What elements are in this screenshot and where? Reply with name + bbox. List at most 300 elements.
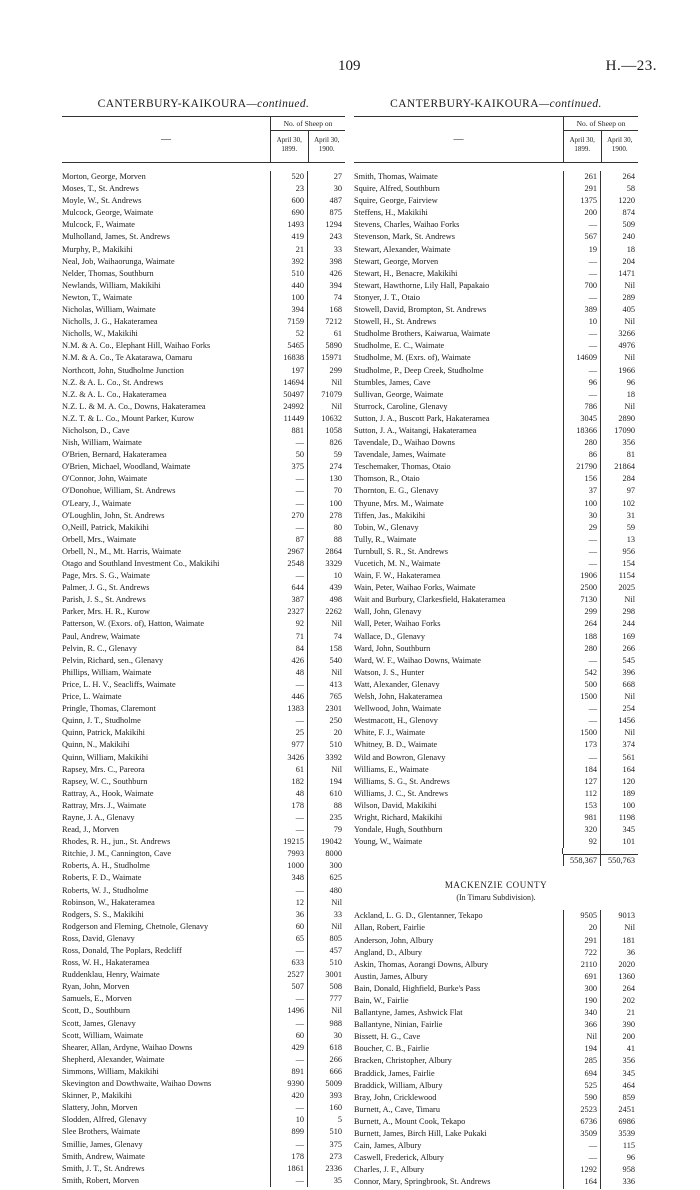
sheep-1899-cell: — — [271, 885, 308, 897]
sheep-1899-cell: 127 — [564, 776, 601, 788]
sheep-1899-cell: 96 — [564, 377, 601, 389]
table-row — [62, 969, 345, 981]
table-row — [354, 292, 638, 304]
sheep-1899-cell: 3509 — [564, 1128, 601, 1140]
sheep-1900-cell: 31 — [626, 510, 635, 520]
owner-cell: Rhodes, R. H., jun., St. Andrews — [62, 836, 271, 848]
sheep-1899-cell: — — [564, 268, 601, 280]
owner-cell: Orbell, N., M., Mt. Harris, Waimate — [62, 546, 271, 558]
sheep-1899-cell: 14694 — [271, 377, 308, 389]
sheep-1900-cell: 958 — [622, 1165, 635, 1175]
sheep-1900-cell: 765 — [329, 692, 342, 702]
owner-cell: N.Z. & A. L. Co., Hakateramea — [62, 389, 271, 401]
sheep-1899-cell: 2967 — [271, 546, 308, 558]
table-row — [354, 510, 638, 522]
sheep-1900-cell: 15971 — [321, 353, 342, 363]
sheep-1900-cell: 33 — [333, 244, 342, 254]
sheep-1900-cell: 2262 — [325, 607, 342, 617]
sheep-1899-cell: 25 — [271, 727, 308, 739]
sheep-1899-cell: 1496 — [271, 1005, 308, 1017]
name-column-header: — — [62, 117, 271, 162]
owner-cell: Roberts, F. D., Waimate — [62, 872, 271, 884]
table-row — [354, 643, 638, 655]
sheep-1900-cell: 510 — [329, 958, 342, 968]
sheep-1900-cell: 299 — [329, 365, 342, 375]
owner-cell: Wait and Burbury, Clarkesfield, Hakateramea — [354, 594, 564, 606]
sheep-1899-cell: — — [564, 328, 601, 340]
owner-cell: Rayne, J. A., Glenavy — [62, 812, 271, 824]
sheep-1900-cell: 956 — [622, 546, 635, 556]
owner-cell: Shepherd, Alexander, Waimate — [62, 1054, 271, 1066]
owner-cell: Burnett, A., Mount Cook, Tekapo — [354, 1116, 564, 1128]
table-row — [354, 995, 638, 1007]
sheep-1900-cell: 88 — [333, 534, 342, 544]
sheep-1900-cell: 21 — [626, 1008, 635, 1018]
table-row — [62, 1054, 345, 1066]
owner-cell: Thyune, Mrs. M., Waimate — [354, 498, 564, 510]
sheep-1899-cell: 84 — [271, 643, 308, 655]
sheep-1900-cell: 777 — [329, 994, 342, 1004]
table-row — [354, 244, 638, 256]
sheep-1900-cell: 561 — [622, 752, 635, 762]
sheep-1899-cell: — — [564, 546, 601, 558]
sheep-1899-cell: — — [271, 437, 308, 449]
sheep-1900-cell: 8000 — [325, 849, 342, 859]
sheep-1900-cell: 7212 — [325, 317, 342, 327]
sheep-1899-cell: 48 — [271, 667, 308, 679]
table-row — [62, 328, 345, 340]
owner-cell: Stewart, H., Benacre, Makikihi — [354, 268, 564, 280]
sheep-1899-cell: — — [564, 715, 601, 727]
table-row — [62, 885, 345, 897]
table-row — [354, 679, 638, 691]
owner-cell: Price, L. H. V., Seacliffs, Waimate — [62, 679, 271, 691]
sheep-1899-cell: — — [271, 570, 308, 582]
table-row — [354, 522, 638, 534]
table-row — [62, 280, 345, 292]
sheep-1900-cell: 356 — [622, 1056, 635, 1066]
sheep-1899-cell: — — [564, 558, 601, 570]
owner-cell: Mulholland, James, St. Andrews — [62, 231, 271, 243]
sheep-1899-cell: 977 — [271, 739, 308, 751]
owner-cell: Wallace, D., Glenavy — [354, 631, 564, 643]
sheep-1900-cell: 204 — [622, 256, 635, 266]
owner-cell: Mulcock, George, Waimate — [62, 207, 271, 219]
sheep-1900-cell: Nil — [624, 401, 635, 411]
sheep-1899-cell: 190 — [564, 995, 601, 1007]
table-row — [62, 836, 345, 848]
table-row — [62, 667, 345, 679]
sheep-1900-cell: 1154 — [618, 571, 635, 581]
sheep-1899-cell: 786 — [564, 401, 601, 413]
sheep-1899-cell: 2327 — [271, 606, 308, 618]
total-1900: 550,763 — [601, 854, 638, 866]
column-title: CANTERBURY-KAIKOURA—continued. — [97, 98, 310, 110]
table-row — [354, 1019, 638, 1031]
table-row — [62, 679, 345, 691]
sheep-1900-cell: 13 — [626, 534, 635, 544]
table-row — [62, 752, 345, 764]
owner-cell: Studholme, E. C., Waimate — [354, 340, 564, 352]
table-row — [354, 558, 638, 570]
table-row — [62, 981, 345, 993]
table-row — [354, 328, 638, 340]
owner-cell: Teschemaker, Thomas, Otaio — [354, 461, 564, 473]
owner-cell: Stevenson, Mark, St. Andrews — [354, 231, 564, 243]
sheep-1900-cell: 540 — [329, 655, 342, 665]
sheep-1900-cell: 27 — [333, 172, 342, 181]
section-title: MACKENZIE COUNTY — [444, 880, 548, 891]
table-row — [62, 183, 345, 195]
sheep-1900-cell: 480 — [329, 885, 342, 895]
sheep-1899-cell: 1383 — [271, 703, 308, 715]
sheep-1900-cell: 510 — [329, 740, 342, 750]
sheep-1899-cell: 14609 — [564, 352, 601, 364]
owner-cell: O'Leary, J., Waimate — [62, 498, 271, 510]
sheep-1899-cell: 92 — [271, 618, 308, 630]
owner-cell: Tavendale, D., Waihao Downs — [354, 437, 564, 449]
sheep-1899-cell: 50497 — [271, 389, 308, 401]
sheep-1899-cell: — — [564, 389, 601, 401]
owner-cell: Northcott, John, Studholme Junction — [62, 365, 271, 377]
owner-cell: N.Z. & A. L. Co., St. Andrews — [62, 377, 271, 389]
sheep-1900-cell: 394 — [329, 280, 342, 290]
sheep-1899-cell: 1500 — [564, 691, 601, 703]
table-row — [354, 812, 638, 824]
sheep-1899-cell: 9505 — [564, 910, 601, 922]
sheep-1899-cell: 2500 — [564, 582, 601, 594]
owner-cell: Bracken, Christopher, Albury — [354, 1055, 564, 1067]
sheep-1900-cell: 3266 — [618, 329, 635, 339]
sheep-1900-cell: Nil — [624, 317, 635, 327]
sheep-1899-cell: 92 — [564, 836, 601, 848]
table-row — [354, 1164, 638, 1176]
table-row — [354, 1043, 638, 1055]
sheep-1900-cell: 96 — [626, 1153, 635, 1163]
sheep-1900-cell: Nil — [331, 897, 342, 907]
sheep-1900-cell: 6986 — [618, 1116, 635, 1126]
owner-cell: Tiffen, Jas., Makikihi — [354, 510, 564, 522]
table-row — [354, 922, 638, 934]
sheep-1899-cell: 446 — [271, 691, 308, 703]
table-row — [62, 606, 345, 618]
owner-cell: Quinn, William, Makikihi — [62, 752, 271, 764]
sheep-1899-cell: — — [564, 752, 601, 764]
owner-cell: Phillips, William, Waimate — [62, 667, 271, 679]
sheep-1900-cell: 41 — [626, 1044, 635, 1054]
sheep-1900-cell: 3329 — [325, 559, 342, 568]
sheep-1899-cell: 197 — [271, 365, 308, 377]
table-row — [354, 824, 638, 836]
sheep-1899-cell: 891 — [271, 1066, 308, 1078]
table-row — [62, 739, 345, 751]
sheep-1899-cell: 164 — [564, 1176, 601, 1188]
table-row — [62, 171, 345, 183]
table-row — [62, 485, 345, 497]
sheep-1899-cell: 86 — [564, 449, 601, 461]
sheep-1899-cell: Nil — [564, 1031, 601, 1043]
sheep-1899-cell: 510 — [271, 268, 308, 280]
table-row — [354, 413, 638, 425]
sheep-1899-cell: — — [271, 679, 308, 691]
owner-cell: Braddick, William, Albury — [354, 1080, 564, 1092]
sheep-1900-cell: 181 — [622, 935, 635, 945]
sheep-1899-cell: 1493 — [271, 219, 308, 231]
table-row — [354, 752, 638, 764]
sheep-1900-cell: 1966 — [618, 365, 635, 375]
table-row — [354, 1055, 638, 1067]
table-row — [354, 219, 638, 231]
sheep-1899-cell: — — [564, 1140, 601, 1152]
owner-cell: Nicholls, W., Makikihi — [62, 328, 271, 340]
owner-cell: Sutton, J. A., Waitangi, Hakateramea — [354, 425, 564, 437]
sheep-1899-cell: 100 — [564, 498, 601, 510]
sheep-1899-cell: 280 — [564, 643, 601, 655]
owner-cell: Stewart, Hawthorne, Lily Hall, Papakaio — [354, 280, 564, 292]
owner-cell: Pelvin, R. C., Glenavy — [62, 643, 271, 655]
table-row — [62, 534, 345, 546]
sheep-1900-cell: 336 — [622, 1177, 635, 1187]
sheep-1899-cell: — — [271, 1054, 308, 1066]
sheep-1899-cell: 65 — [271, 933, 308, 945]
sheep-1899-cell: 340 — [564, 1007, 601, 1019]
owner-cell: Thornton, E. G., Glenavy — [354, 485, 564, 497]
owner-cell: Williams, J. C., St. Andrews — [354, 788, 564, 800]
owner-cell: Angland, D., Albury — [354, 947, 564, 959]
owner-cell: Wall, Peter, Waihao Forks — [354, 618, 564, 630]
table-row — [62, 812, 345, 824]
table-row — [354, 764, 638, 776]
owner-cell: Burnett, James, Birch Hill, Lake Pukaki — [354, 1128, 564, 1140]
owner-cell: Skevington and Dowthwaite, Waihao Downs — [62, 1078, 271, 1090]
table-row — [354, 280, 638, 292]
table-row — [62, 365, 345, 377]
sheep-1899-cell: 394 — [271, 304, 308, 316]
owner-cell: Ryan, John, Morven — [62, 981, 271, 993]
owner-cell: Bray, John, Cricklewood — [354, 1092, 564, 1104]
owner-cell: O'Loughlin, John, St. Andrews — [62, 510, 271, 522]
sheep-1900-cell: 88 — [333, 800, 342, 810]
table-row — [62, 1078, 345, 1090]
sheep-1900-cell: 74 — [333, 292, 342, 302]
sheep-1899-cell: 1375 — [564, 195, 601, 207]
left-column — [62, 96, 345, 1187]
table-row — [62, 510, 345, 522]
sheep-1899-cell: 500 — [564, 679, 601, 691]
table-body — [354, 163, 638, 848]
sheep-1900-cell: 405 — [622, 305, 635, 315]
sheep-1899-cell: 3426 — [271, 752, 308, 764]
sheep-1899-cell: 30 — [564, 510, 601, 522]
owner-cell: Smith, Thomas, Waimate — [354, 171, 564, 183]
table-row — [62, 921, 345, 933]
sheep-1900-cell: Nil — [331, 401, 342, 411]
sheep-1899-cell: 1861 — [271, 1163, 308, 1175]
table-row — [354, 449, 638, 461]
section-subtitle: (In Timaru Subdivision). — [456, 893, 536, 903]
table-row — [354, 1068, 638, 1080]
sheep-1899-cell: 184 — [564, 764, 601, 776]
sheep-1899-cell: 182 — [271, 776, 308, 788]
owner-cell: N.Z. T. & L. Co., Mount Parker, Kurow — [62, 413, 271, 425]
owner-cell: Connor, Mary, Springbrook, St. Andrews — [354, 1176, 564, 1188]
sheep-1899-cell: 507 — [271, 981, 308, 993]
sheep-1899-cell: — — [564, 365, 601, 377]
sheep-1900-cell: 3539 — [618, 1129, 635, 1139]
table-row — [354, 461, 638, 473]
owner-cell: Nicholson, D., Cave — [62, 425, 271, 437]
sheep-1900-cell: 80 — [333, 522, 342, 532]
col-1900-header: April 30, 1900. — [607, 136, 633, 153]
sheep-1899-cell: 60 — [271, 921, 308, 933]
sheep-1899-cell: — — [564, 655, 601, 667]
sheep-1899-cell: — — [271, 1175, 308, 1187]
sheep-1899-cell: 178 — [271, 1151, 308, 1163]
sheep-1899-cell: — — [271, 1139, 308, 1151]
sheep-group-header: No. of Sheep on — [564, 117, 638, 131]
owner-cell: Page, Mrs. S. G., Waimate — [62, 570, 271, 582]
sheep-1900-cell: 3392 — [325, 752, 342, 762]
sheep-1899-cell: 722 — [564, 947, 601, 959]
table-row — [354, 631, 638, 643]
table-row — [62, 1114, 345, 1126]
sheep-1899-cell: 178 — [271, 800, 308, 812]
table-row — [62, 800, 345, 812]
table-row — [354, 800, 638, 812]
sheep-1900-cell: 158 — [329, 643, 342, 653]
table-row — [62, 993, 345, 1005]
sheep-1899-cell: 24992 — [271, 401, 308, 413]
owner-cell: Ritchie, J. M., Cannington, Cave — [62, 848, 271, 860]
sheep-1899-cell: — — [271, 715, 308, 727]
sheep-1899-cell: — — [564, 1152, 601, 1164]
table-row — [62, 352, 345, 364]
sheep-1899-cell: 112 — [564, 788, 601, 800]
owner-cell: Patterson, W. (Exors. of), Hatton, Waimate — [62, 618, 271, 630]
sheep-1900-cell: 115 — [622, 1141, 635, 1151]
sheep-1899-cell: 19215 — [271, 836, 308, 848]
sheep-1899-cell: 52 — [271, 328, 308, 340]
table-row — [354, 1152, 638, 1164]
table-row — [354, 1104, 638, 1116]
sheep-1899-cell: 1906 — [564, 570, 601, 582]
owner-cell: Rattray, Mrs. J., Waimate — [62, 800, 271, 812]
sheep-1899-cell: 48 — [271, 788, 308, 800]
sheep-1899-cell: 300 — [564, 983, 601, 995]
owner-cell: Shearer, Allan, Ardyne, Waihao Downs — [62, 1042, 271, 1054]
table-row — [62, 655, 345, 667]
sheep-1899-cell: 11449 — [271, 413, 308, 425]
sheep-1900-cell: 189 — [622, 788, 635, 798]
sheep-1899-cell: 1000 — [271, 860, 308, 872]
table-row — [62, 389, 345, 401]
table-row — [62, 872, 345, 884]
sheep-1900-cell: 874 — [622, 208, 635, 218]
owner-cell: Stowell, David, Brompton, St. Andrews — [354, 304, 564, 316]
sheep-1900-cell: 2025 — [618, 583, 635, 593]
sheep-1899-cell: 320 — [564, 824, 601, 836]
sheep-1900-cell: 5890 — [325, 341, 342, 351]
owner-cell: N.M. & A. Co., Te Akatarawa, Oamaru — [62, 352, 271, 364]
owner-cell: Bissett, H. G., Cave — [354, 1031, 564, 1043]
sheep-1900-cell: 1198 — [618, 812, 635, 822]
owner-cell: Rapsey, W. C., Southburn — [62, 776, 271, 788]
sheep-1899-cell: 694 — [564, 1068, 601, 1080]
sheep-1899-cell: 173 — [564, 739, 601, 751]
sheep-1899-cell: 2523 — [564, 1104, 601, 1116]
table-row — [354, 340, 638, 352]
owner-cell: O'Donohue, William, St. Andrews — [62, 485, 271, 497]
owner-cell: Tully, R., Waimate — [354, 534, 564, 546]
sheep-1899-cell: — — [564, 256, 601, 268]
sheep-1900-cell: 2020 — [618, 959, 635, 969]
sheep-1900-cell: Nil — [331, 667, 342, 677]
owner-cell: Newton, T., Waimate — [62, 292, 271, 304]
table-row — [354, 268, 638, 280]
table-row — [354, 667, 638, 679]
sheep-1899-cell: 419 — [271, 231, 308, 243]
sheep-1900-cell: 2890 — [618, 413, 635, 423]
sheep-1899-cell: 291 — [564, 183, 601, 195]
sheep-1900-cell: 457 — [329, 946, 342, 955]
table-row — [62, 594, 345, 606]
sheep-1899-cell: 348 — [271, 872, 308, 884]
table-row — [62, 1163, 345, 1175]
table-row — [62, 1126, 345, 1138]
owner-cell: N.Z. L. & M. A. Co., Downs, Hakateramea — [62, 401, 271, 413]
sheep-1899-cell: 100 — [271, 292, 308, 304]
table-row — [354, 715, 638, 727]
sheep-1899-cell: — — [271, 993, 308, 1005]
sheep-1900-cell: 610 — [329, 788, 342, 798]
sheep-1899-cell: 366 — [564, 1019, 601, 1031]
table-row — [354, 983, 638, 995]
owner-cell: Williams, E., Waimate — [354, 764, 564, 776]
sheep-1900-cell: Nil — [331, 921, 342, 931]
table-row — [354, 377, 638, 389]
owner-cell: Parker, Mrs. H. R., Kurow — [62, 606, 271, 618]
sheep-1899-cell: 280 — [564, 437, 601, 449]
table-row — [354, 655, 638, 667]
sheep-1899-cell: 1292 — [564, 1164, 601, 1176]
sheep-1899-cell: 264 — [564, 618, 601, 630]
table-row — [354, 304, 638, 316]
sheep-1900-cell: 19042 — [321, 837, 342, 847]
sheep-1900-cell: 61 — [333, 329, 342, 339]
owner-cell: Ballantyne, James, Ashwick Flat — [354, 1007, 564, 1019]
owner-cell: Whitney, B. D., Waimate — [354, 739, 564, 751]
table-row — [354, 546, 638, 558]
sheep-1900-cell: 464 — [622, 1080, 635, 1090]
table-row — [354, 1080, 638, 1092]
sheep-1899-cell: 50 — [271, 449, 308, 461]
sheep-1900-cell: 264 — [622, 172, 635, 181]
table-row — [62, 207, 345, 219]
table-header — [62, 117, 345, 163]
owner-cell: Bain, Donald, Highfield, Burke's Pass — [354, 983, 564, 995]
table-row — [354, 437, 638, 449]
sheep-1900-cell: 100 — [329, 498, 342, 508]
sheep-1899-cell: 542 — [564, 667, 601, 679]
owner-cell: Allan, Robert, Fairlie — [354, 922, 564, 934]
table-row — [354, 582, 638, 594]
owner-cell: Stonyer, J. T., Otaio — [354, 292, 564, 304]
owner-cell: Rattray, A., Hook, Waimate — [62, 788, 271, 800]
sheep-1900-cell: 10 — [333, 571, 342, 581]
sheep-1900-cell: 70 — [333, 486, 342, 496]
owner-cell: Scott, D., Southburn — [62, 1005, 271, 1017]
sheep-1900-cell: 826 — [329, 438, 342, 448]
